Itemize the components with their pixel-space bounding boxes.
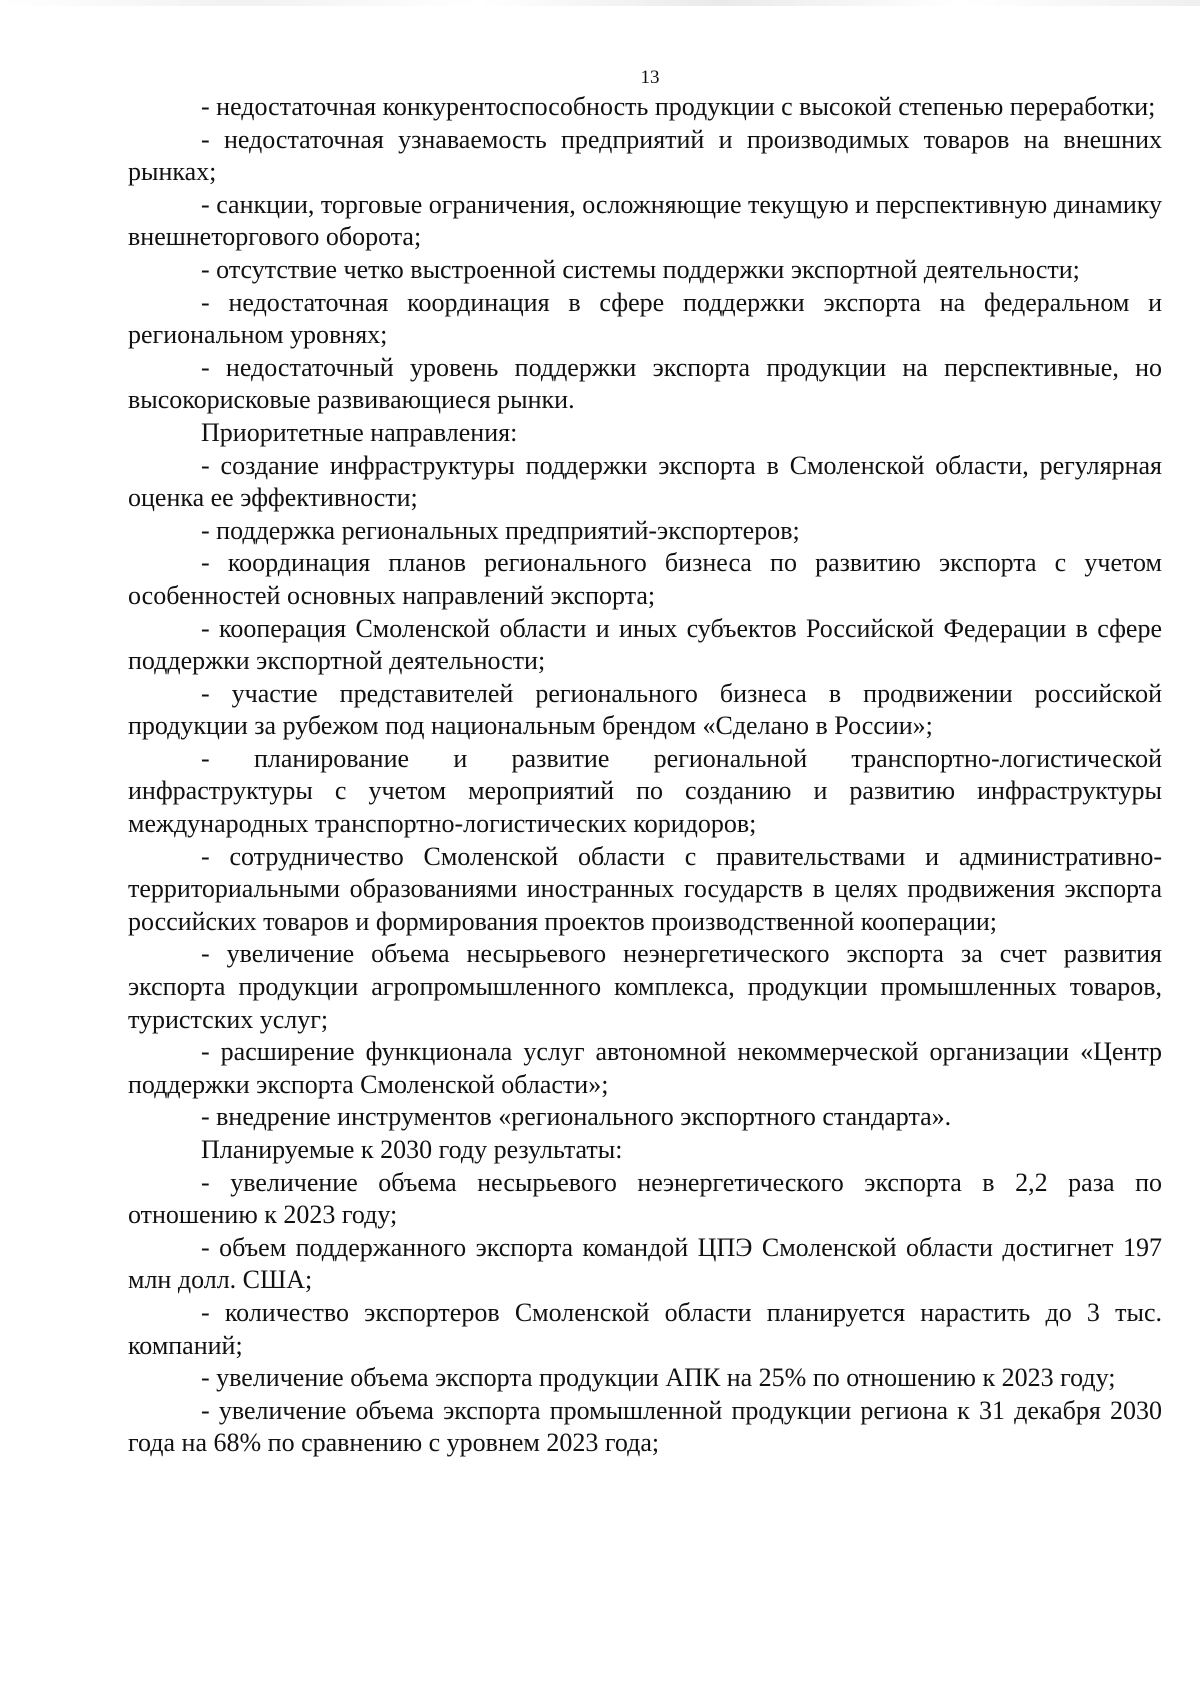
list-item: - сотрудничество Смоленской области с правительствами и административно-территориальными образованиями иностранных государств в целях продвижения экспорта российских товаров и формирования проектов производственной кооперации; xyxy=(128,841,1162,936)
list-item: - расширение функционала услуг автономной некоммерческой организации «Центр поддержки экспорта Смоленской области»; xyxy=(128,1037,1162,1099)
list-item: - увеличение объема экспорта промышленной продукции региона к 31 декабря 2030 года на 68% по сравнению с уровнем 2023 года; xyxy=(128,1395,1162,1458)
list-item: - внедрение инструментов «регионального экспортного стандарта». xyxy=(201,1102,952,1132)
list-item: - недостаточная конкурентоспособность продукции с высокой степенью переработки; xyxy=(201,92,1156,121)
page-number: 13 xyxy=(640,67,660,88)
list-item: - увеличение объема несырьевого неэнергетического экспорта за счет развития экспорта продукции агропромышленного комплекса, продукции промышленных товаров, туристских услуг; xyxy=(128,939,1162,1034)
list-item: - количество экспортеров Смоленской области планируется нарастить до 3 тыс. компаний; xyxy=(128,1297,1162,1360)
list-item: - кооперация Смоленской области и иных субъектов Российской Федерации в сфере поддержки экспортной деятельности; xyxy=(128,613,1162,676)
list-item: - создание инфраструктуры поддержки экспорта в Смоленской области, регулярная оценка ее эффективности; xyxy=(128,450,1162,513)
list-item: - участие представителей регионального бизнеса в продвижении российской продукции за рубежом под национальным брендом «Сделано в России»; xyxy=(128,678,1162,741)
list-item: - координация планов регионального бизнеса по развитию экспорта с учетом особенностей основных направлений экспорта; xyxy=(128,548,1162,610)
list-item: - недостаточная узнаваемость предприятий и производимых товаров на внешних рынках; xyxy=(128,124,1162,187)
body-text xyxy=(128,91,1162,1460)
list-item: - объем поддержанного экспорта командой ЦПЭ Смоленской области достигнет 197 млн долл. США; xyxy=(128,1232,1162,1295)
section-heading-results: Планируемые к 2030 году результаты: xyxy=(201,1135,623,1164)
list-item: - поддержка региональных предприятий-экспортеров; xyxy=(201,515,800,545)
section-heading-priorities: Приоритетные направления: xyxy=(201,417,518,447)
list-item: - недостаточная координация в сфере поддержки экспорта на федеральном и региональном уровнях; xyxy=(128,287,1162,350)
list-item: - планирование и развитие региональной транспортно-логистической инфраструктуры с учетом мероприятий по созданию и развитию инфраструктуры международных транспортно-логистических коридоров; xyxy=(128,743,1162,839)
list-item: - увеличение объема несырьевого неэнергетического экспорта в 2,2 раза по отношению к 2023 году; xyxy=(128,1167,1162,1230)
list-item: - санкции, торговые ограничения, осложняющие текущую и перспективную динамику внешнеторгового оборота; xyxy=(128,189,1162,252)
scan-top-edge xyxy=(0,0,1200,6)
list-item: - отсутствие четко выстроенной системы поддержки экспортной деятельности; xyxy=(201,254,1080,284)
list-item: - увеличение объема экспорта продукции АПК на 25% по отношению к 2023 году; xyxy=(201,1363,1116,1393)
list-item: - недостаточный уровень поддержки экспорта продукции на перспективные, но высокорисковые развивающиеся рынки. xyxy=(128,352,1162,415)
